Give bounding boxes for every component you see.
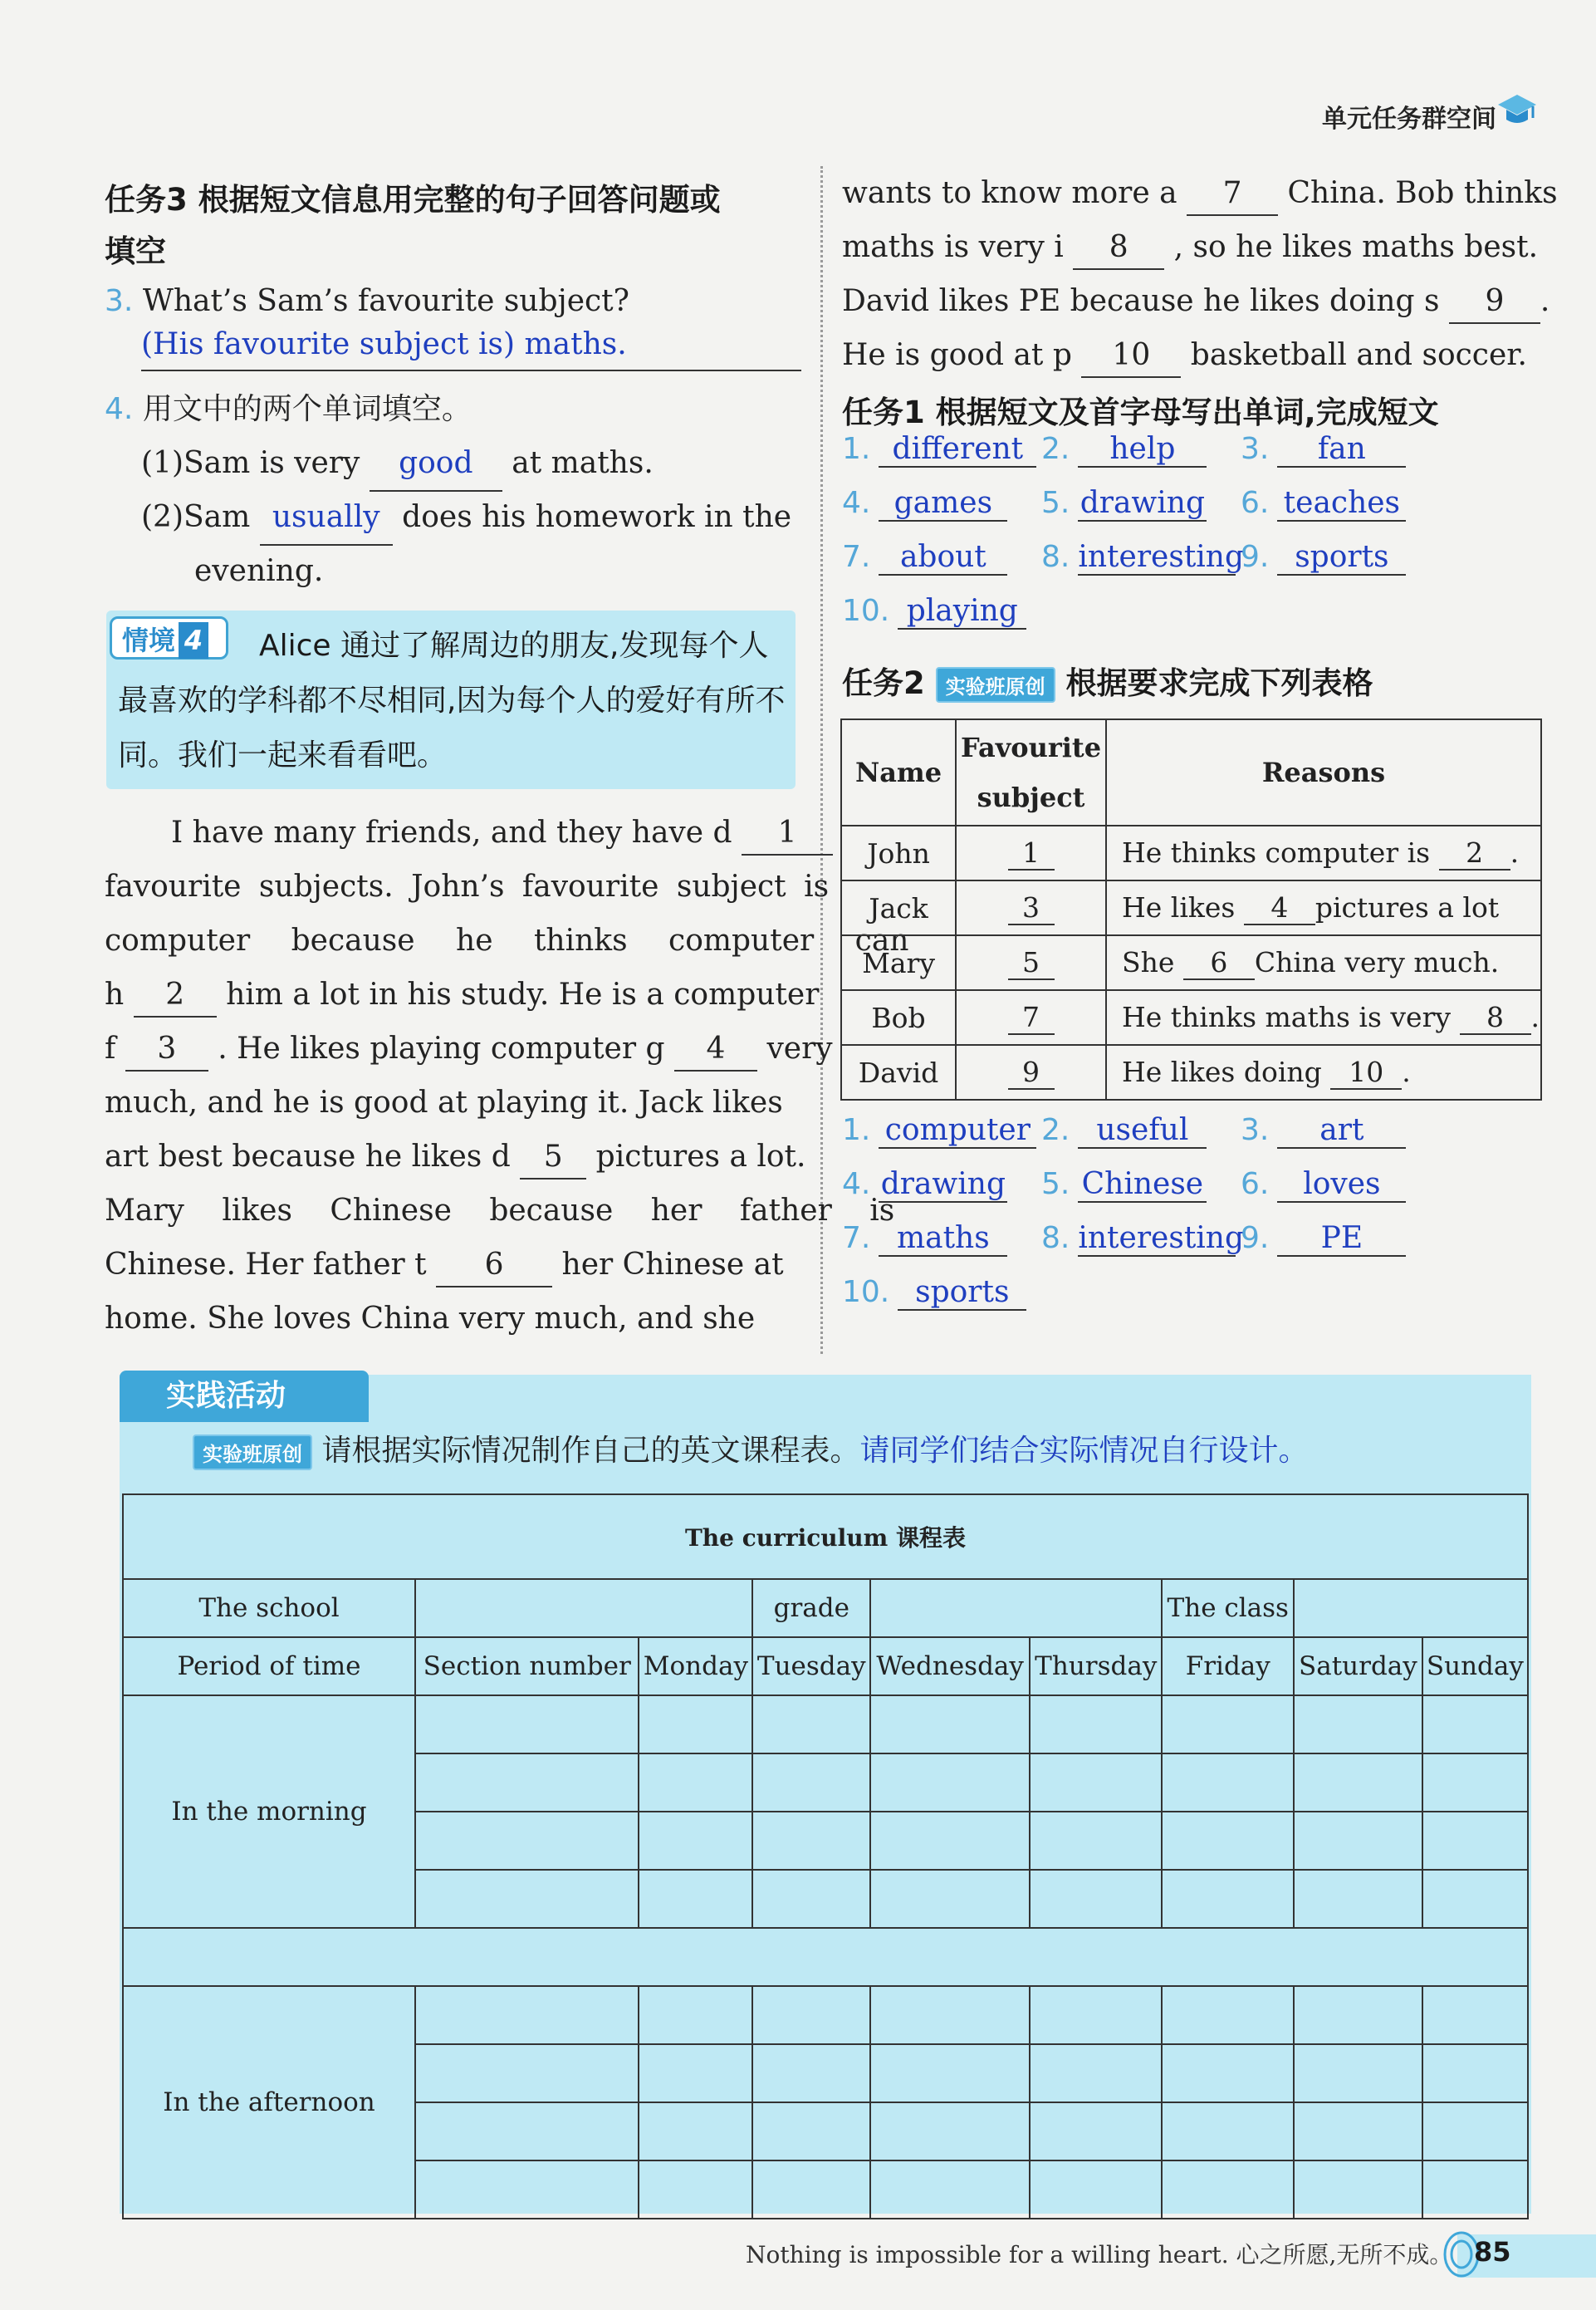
subject-blank: 1 bbox=[1008, 836, 1055, 871]
answer-blank: Chinese bbox=[1078, 1167, 1207, 1203]
passage-blank: 6 bbox=[436, 1244, 552, 1287]
answer-blank: interesting bbox=[1078, 540, 1245, 574]
schedule-cell[interactable] bbox=[752, 1812, 870, 1870]
answer-blank: sports bbox=[898, 1275, 1026, 1311]
day-header: Monday bbox=[639, 1637, 752, 1695]
answer-item bbox=[842, 1167, 1007, 1203]
day-header: Thursday bbox=[1030, 1637, 1162, 1695]
name-cell: Bob bbox=[841, 990, 956, 1045]
name-cell: David bbox=[841, 1045, 956, 1100]
reason-text: He likes bbox=[1121, 890, 1236, 924]
answer-number: 2. bbox=[1041, 432, 1070, 466]
column-divider bbox=[820, 166, 823, 1354]
answer-blank: drawing bbox=[879, 1167, 1007, 1203]
answer-item bbox=[1241, 486, 1406, 522]
schedule-cell[interactable] bbox=[752, 1695, 870, 1753]
grade-label: grade bbox=[752, 1579, 870, 1637]
passage-line: home. She loves China very much, and she bbox=[105, 1302, 756, 1336]
reason-text: . bbox=[1402, 1055, 1411, 1088]
reason-text: . bbox=[1530, 1000, 1540, 1033]
passage-text: . bbox=[1540, 284, 1550, 318]
schedule-cell[interactable] bbox=[752, 2044, 870, 2102]
graduation-cap-icon bbox=[1496, 91, 1538, 131]
answer-blank: playing bbox=[898, 594, 1026, 630]
answer-blank: PE bbox=[1277, 1221, 1406, 1257]
subject-cell bbox=[956, 935, 1106, 990]
passage-text: maths is very i bbox=[842, 230, 1064, 264]
schedule-cell[interactable] bbox=[415, 2044, 639, 2102]
answer-blank: good bbox=[370, 436, 502, 492]
answer-blank: about bbox=[879, 540, 1007, 576]
grade-cell[interactable] bbox=[870, 1579, 1162, 1637]
reason-blank: 8 bbox=[1460, 1001, 1531, 1035]
schedule-cell[interactable] bbox=[1162, 1695, 1294, 1753]
schedule-cell[interactable] bbox=[639, 2044, 752, 2102]
reason-cell bbox=[1106, 990, 1541, 1045]
subject-cell bbox=[956, 1045, 1106, 1100]
table-row bbox=[123, 1695, 1528, 1753]
answer-number: 5. bbox=[1041, 486, 1070, 520]
answer-item bbox=[1041, 432, 1207, 468]
passage-line bbox=[842, 328, 1527, 382]
schedule-cell[interactable] bbox=[1422, 1812, 1528, 1870]
passage-line bbox=[842, 220, 1538, 274]
schedule-cell[interactable] bbox=[1030, 1695, 1162, 1753]
schedule-cell[interactable] bbox=[639, 1870, 752, 1928]
task2-label: 任务2 bbox=[842, 665, 925, 701]
break-cell[interactable] bbox=[123, 1928, 1528, 1986]
task1-heading: 任务1 根据短文及首字母写出单词,完成短文 bbox=[842, 395, 1439, 430]
answer-item bbox=[842, 1221, 1007, 1257]
question-4-2 bbox=[141, 490, 791, 546]
schedule-cell[interactable] bbox=[1294, 1695, 1422, 1753]
passage-blank: 3 bbox=[125, 1028, 208, 1072]
passage-line bbox=[842, 166, 1558, 220]
schedule-cell[interactable] bbox=[639, 2102, 752, 2160]
table-row bbox=[841, 990, 1541, 1045]
passage-line bbox=[105, 1130, 805, 1184]
passage-blank: 8 bbox=[1073, 227, 1164, 270]
schedule-cell[interactable] bbox=[1030, 2160, 1162, 2219]
passage-blank: 4 bbox=[674, 1028, 757, 1072]
schedule-cell[interactable] bbox=[1162, 1812, 1294, 1870]
schedule-cell[interactable] bbox=[1294, 2044, 1422, 2102]
schedule-cell[interactable] bbox=[752, 1870, 870, 1928]
question-4-2-cont: evening. bbox=[194, 554, 324, 588]
day-header: Friday bbox=[1162, 1637, 1294, 1695]
answer-number: 5. bbox=[1041, 1167, 1070, 1201]
answer-item bbox=[1041, 1221, 1245, 1257]
answer-blank: useful bbox=[1078, 1113, 1207, 1149]
answer-number: 7. bbox=[842, 540, 871, 574]
name-cell: John bbox=[841, 826, 956, 880]
schedule-cell[interactable] bbox=[1030, 1753, 1162, 1812]
subject-blank: 7 bbox=[1008, 1001, 1055, 1035]
answer-number: 1. bbox=[842, 432, 871, 466]
instruction-answer: 请同学们结合实际情况自行设计。 bbox=[859, 1434, 1309, 1468]
passage-text: He is good at p bbox=[842, 338, 1072, 372]
answer-item bbox=[842, 540, 1007, 576]
answer-blank: drawing bbox=[1078, 486, 1207, 522]
school-cell[interactable] bbox=[415, 1579, 752, 1637]
reason-text: He thinks maths is very bbox=[1121, 1000, 1451, 1033]
answer-number: 2. bbox=[1041, 1113, 1070, 1147]
question-number: 4. bbox=[105, 392, 134, 426]
day-header: Tuesday bbox=[752, 1637, 870, 1695]
passage-line bbox=[105, 968, 819, 1022]
schedule-cell[interactable] bbox=[1422, 1870, 1528, 1928]
answer-item bbox=[842, 432, 1036, 468]
answer-number: 3. bbox=[1241, 1113, 1270, 1147]
schedule-cell[interactable] bbox=[1422, 2102, 1528, 2160]
schedule-cell[interactable] bbox=[1030, 1812, 1162, 1870]
day-header: Wednesday bbox=[870, 1637, 1030, 1695]
passage-text: pictures a lot. bbox=[595, 1140, 806, 1174]
schedule-cell[interactable] bbox=[639, 1753, 752, 1812]
schedule-cell[interactable] bbox=[639, 1812, 752, 1870]
table-row bbox=[841, 880, 1541, 935]
practice-instruction bbox=[193, 1427, 1308, 1470]
answer-number: 8. bbox=[1041, 1221, 1070, 1255]
answer-blank: interesting bbox=[1078, 1221, 1245, 1255]
schedule-cell[interactable] bbox=[1162, 2160, 1294, 2219]
answer-number: 10. bbox=[842, 1275, 890, 1309]
scene-tag-number: 4 bbox=[179, 622, 208, 659]
schedule-cell[interactable] bbox=[870, 1870, 1030, 1928]
schedule-cell[interactable] bbox=[1162, 1870, 1294, 1928]
passage-text: . He likes playing computer g bbox=[218, 1032, 665, 1066]
answer-item bbox=[1241, 1221, 1406, 1257]
schedule-cell[interactable] bbox=[415, 1812, 639, 1870]
question-4-1 bbox=[141, 436, 654, 492]
reason-blank: 2 bbox=[1439, 836, 1510, 871]
passage-line bbox=[842, 274, 1549, 328]
passage-line: much, and he is good at playing it. Jack likes bbox=[105, 1086, 783, 1120]
reason-text: He likes doing bbox=[1121, 1055, 1322, 1088]
passage-line: Mary likes Chinese because her father is bbox=[105, 1194, 895, 1228]
answer-blank: different bbox=[879, 432, 1036, 468]
schedule-cell[interactable] bbox=[1294, 2160, 1422, 2219]
schedule-cell[interactable] bbox=[752, 2102, 870, 2160]
passage-text: Chinese. Her father t bbox=[105, 1248, 427, 1282]
sentence-end: does his homework in the bbox=[402, 500, 792, 534]
schedule-cell[interactable] bbox=[1294, 2102, 1422, 2160]
answer-blank: computer bbox=[879, 1113, 1036, 1149]
passage-text: art best because he likes d bbox=[105, 1140, 511, 1174]
answer-number: 4. bbox=[842, 1167, 871, 1201]
table-row bbox=[841, 826, 1541, 880]
answer-number: 1. bbox=[842, 1113, 871, 1147]
answer-blank: sports bbox=[1277, 540, 1406, 576]
schedule-cell[interactable] bbox=[1422, 2160, 1528, 2219]
curriculum-table bbox=[122, 1493, 1529, 2219]
passage-line bbox=[105, 806, 833, 860]
schedule-cell[interactable] bbox=[870, 2160, 1030, 2219]
schedule-cell[interactable] bbox=[752, 1753, 870, 1812]
answer-number: 9. bbox=[1241, 1221, 1270, 1255]
answer-blank: maths bbox=[879, 1221, 1007, 1257]
reason-cell bbox=[1106, 935, 1541, 990]
question-number: 3. bbox=[105, 284, 134, 318]
table-row bbox=[123, 1986, 1528, 2044]
schedule-cell[interactable] bbox=[1030, 1986, 1162, 2044]
reason-blank: 6 bbox=[1183, 946, 1255, 980]
answer-number: 10. bbox=[842, 594, 890, 628]
schedule-cell[interactable] bbox=[1030, 2102, 1162, 2160]
task2-title: 根据要求完成下列表格 bbox=[1065, 665, 1373, 701]
question-4 bbox=[105, 382, 472, 436]
sentence-end: at maths. bbox=[512, 446, 654, 480]
answer-number: 6. bbox=[1241, 1167, 1270, 1201]
passage-blank: 1 bbox=[742, 812, 833, 856]
answer-item bbox=[1041, 1167, 1207, 1203]
table-row bbox=[841, 935, 1541, 990]
passage-blank: 9 bbox=[1449, 281, 1540, 324]
answer-number: 6. bbox=[1241, 486, 1270, 520]
passage-text: , so he likes maths best. bbox=[1173, 230, 1539, 264]
section-title: 单元任务群空间 bbox=[1322, 105, 1496, 134]
day-header: Section number bbox=[415, 1637, 639, 1695]
answer-item bbox=[842, 486, 1007, 522]
answer-blank: games bbox=[879, 486, 1007, 522]
passage-text: wants to know more a bbox=[842, 176, 1177, 210]
period-label: In the morning bbox=[123, 1695, 415, 1928]
col-header-reasons: Reasons bbox=[1106, 719, 1541, 826]
page-number: 85 bbox=[1474, 2236, 1511, 2268]
answer-3: (His favourite subject is) maths. bbox=[141, 320, 801, 371]
subject-cell bbox=[956, 826, 1106, 880]
answer-number: 7. bbox=[842, 1221, 871, 1255]
schedule-cell[interactable] bbox=[1422, 1986, 1528, 2044]
schedule-cell[interactable] bbox=[1294, 1753, 1422, 1812]
reason-blank: 4 bbox=[1244, 891, 1315, 925]
practice-tab: 实践活动 bbox=[120, 1371, 369, 1422]
schedule-cell[interactable] bbox=[1422, 1753, 1528, 1812]
passage-line: computer because he thinks computer can bbox=[105, 924, 909, 958]
passage-text: China. Bob thinks bbox=[1287, 176, 1558, 210]
subject-blank: 3 bbox=[1008, 891, 1055, 925]
reason-text: He thinks computer is bbox=[1121, 836, 1431, 869]
schedule-cell[interactable] bbox=[415, 1870, 639, 1928]
schedule-cell[interactable] bbox=[1294, 1812, 1422, 1870]
schedule-cell[interactable] bbox=[415, 1753, 639, 1812]
reason-text: . bbox=[1510, 836, 1520, 869]
passage-text: him a lot in his study. He is a computer bbox=[226, 978, 820, 1012]
reasons-table bbox=[840, 719, 1542, 1101]
schedule-cell[interactable] bbox=[870, 1986, 1030, 2044]
answer-blank: help bbox=[1078, 432, 1207, 468]
footer-motto: Nothing is impossible for a willing heart. 心之所愿,无所不成。 bbox=[746, 2241, 1453, 2268]
class-cell[interactable] bbox=[1294, 1579, 1528, 1637]
subject-blank: 5 bbox=[1008, 946, 1055, 980]
schedule-cell[interactable] bbox=[1422, 1695, 1528, 1753]
passage-text: basketball and soccer. bbox=[1190, 338, 1527, 372]
curriculum-title: The curriculum 课程表 bbox=[123, 1494, 1528, 1579]
reason-cell bbox=[1106, 1045, 1541, 1100]
sentence-start: (2)Sam bbox=[141, 500, 251, 534]
schedule-cell[interactable] bbox=[1030, 2044, 1162, 2102]
schedule-cell[interactable] bbox=[639, 1695, 752, 1753]
passage-text: David likes PE because he likes doing s bbox=[842, 284, 1440, 318]
col-header-name: Name bbox=[841, 719, 956, 826]
original-badge: 实验班原创 bbox=[193, 1435, 312, 1470]
answer-item bbox=[842, 1275, 1026, 1311]
schedule-cell[interactable] bbox=[415, 2160, 639, 2219]
break-row bbox=[123, 1928, 1528, 1986]
passage-text: very bbox=[766, 1032, 833, 1066]
schedule-cell[interactable] bbox=[870, 1753, 1030, 1812]
answer-item bbox=[1041, 486, 1207, 522]
answer-item bbox=[1241, 540, 1406, 576]
answer-item bbox=[1241, 1113, 1406, 1149]
schedule-cell[interactable] bbox=[870, 2102, 1030, 2160]
school-label: The school bbox=[123, 1579, 415, 1637]
schedule-cell[interactable] bbox=[415, 1695, 639, 1753]
passage-text: h bbox=[105, 978, 125, 1012]
schedule-cell[interactable] bbox=[1162, 2044, 1294, 2102]
answer-item bbox=[1041, 540, 1245, 576]
col-header-subject: Favourite subject bbox=[956, 719, 1106, 826]
question-text: What’s Sam’s favourite subject? bbox=[142, 284, 629, 318]
name-cell: Jack bbox=[841, 880, 956, 935]
answer-item bbox=[1241, 1167, 1406, 1203]
name-cell: Mary bbox=[841, 935, 956, 990]
schedule-cell[interactable] bbox=[1422, 2044, 1528, 2102]
reason-cell bbox=[1106, 880, 1541, 935]
passage-blank: 10 bbox=[1081, 335, 1181, 378]
reason-cell bbox=[1106, 826, 1541, 880]
class-label: The class bbox=[1162, 1579, 1294, 1637]
passage-text: I have many friends, and they have d bbox=[171, 816, 732, 850]
answer-blank: loves bbox=[1277, 1167, 1406, 1203]
subject-cell bbox=[956, 990, 1106, 1045]
answer-item bbox=[842, 594, 1026, 630]
answer-blank: usually bbox=[260, 490, 393, 546]
sentence-start: (1)Sam is very bbox=[141, 446, 360, 480]
schedule-cell[interactable] bbox=[1162, 2102, 1294, 2160]
period-label: In the afternoon bbox=[123, 1986, 415, 2219]
instruction-text: 请根据实际情况制作自己的英文课程表。 bbox=[321, 1434, 860, 1468]
reason-text: She bbox=[1121, 945, 1175, 978]
schedule-cell[interactable] bbox=[639, 1986, 752, 2044]
passage-text: f bbox=[105, 1032, 116, 1066]
schedule-cell[interactable] bbox=[1294, 1986, 1422, 2044]
passage-blank: 5 bbox=[520, 1136, 586, 1180]
passage-text: her Chinese at bbox=[561, 1248, 784, 1282]
schedule-cell[interactable] bbox=[639, 2160, 752, 2219]
task2-heading bbox=[842, 658, 1373, 703]
schedule-cell[interactable] bbox=[1162, 1986, 1294, 2044]
schedule-cell[interactable] bbox=[1030, 1870, 1162, 1928]
scene-tag-label: 情境 bbox=[122, 625, 176, 656]
passage-line bbox=[105, 1238, 784, 1292]
reason-blank: 10 bbox=[1330, 1056, 1402, 1090]
answer-number: 4. bbox=[842, 486, 871, 520]
subject-blank: 9 bbox=[1008, 1056, 1055, 1090]
schedule-cell[interactable] bbox=[870, 2044, 1030, 2102]
passage-line: favourite subjects. John’s favourite subject is bbox=[105, 870, 830, 904]
answer-blank: fan bbox=[1277, 432, 1406, 468]
table-row bbox=[841, 1045, 1541, 1100]
reason-text: China very much. bbox=[1254, 945, 1500, 978]
answer-number: 8. bbox=[1041, 540, 1070, 574]
answer-number: 3. bbox=[1241, 432, 1270, 466]
schedule-cell[interactable] bbox=[1162, 1753, 1294, 1812]
schedule-cell[interactable] bbox=[415, 1986, 639, 2044]
day-header: Sunday bbox=[1422, 1637, 1528, 1695]
answer-blank: teaches bbox=[1277, 486, 1406, 522]
schedule-cell[interactable] bbox=[870, 1695, 1030, 1753]
reason-text: pictures a lot bbox=[1314, 890, 1500, 924]
passage-blank: 2 bbox=[134, 974, 217, 1018]
schedule-cell[interactable] bbox=[752, 1986, 870, 2044]
passage-line bbox=[105, 1022, 833, 1076]
answer-blank: art bbox=[1277, 1113, 1406, 1149]
schedule-cell[interactable] bbox=[870, 1812, 1030, 1870]
passage-blank: 7 bbox=[1187, 173, 1278, 216]
answer-item bbox=[1241, 432, 1406, 468]
day-header: Period of time bbox=[123, 1637, 415, 1695]
answer-item bbox=[1041, 1113, 1207, 1149]
subject-cell bbox=[956, 880, 1106, 935]
scene-text: Alice 通过了解周边的朋友,发现每个人最喜欢的学科都不尽相同,因为每个人的爱好有所不同。我们一起来看看吧。 bbox=[118, 629, 786, 772]
task3-heading-cont: 填空 bbox=[105, 233, 166, 269]
task3-heading: 任务3 根据短文信息用完整的句子回答问题或 bbox=[105, 182, 721, 218]
schedule-cell[interactable] bbox=[1294, 1870, 1422, 1928]
question-text: 用文中的两个单词填空。 bbox=[142, 392, 472, 426]
schedule-cell[interactable] bbox=[415, 2102, 639, 2160]
schedule-cell[interactable] bbox=[752, 2160, 870, 2219]
original-badge: 实验班原创 bbox=[936, 667, 1055, 703]
answer-item bbox=[842, 1113, 1036, 1149]
answer-number: 9. bbox=[1241, 540, 1270, 574]
day-header: Saturday bbox=[1294, 1637, 1422, 1695]
